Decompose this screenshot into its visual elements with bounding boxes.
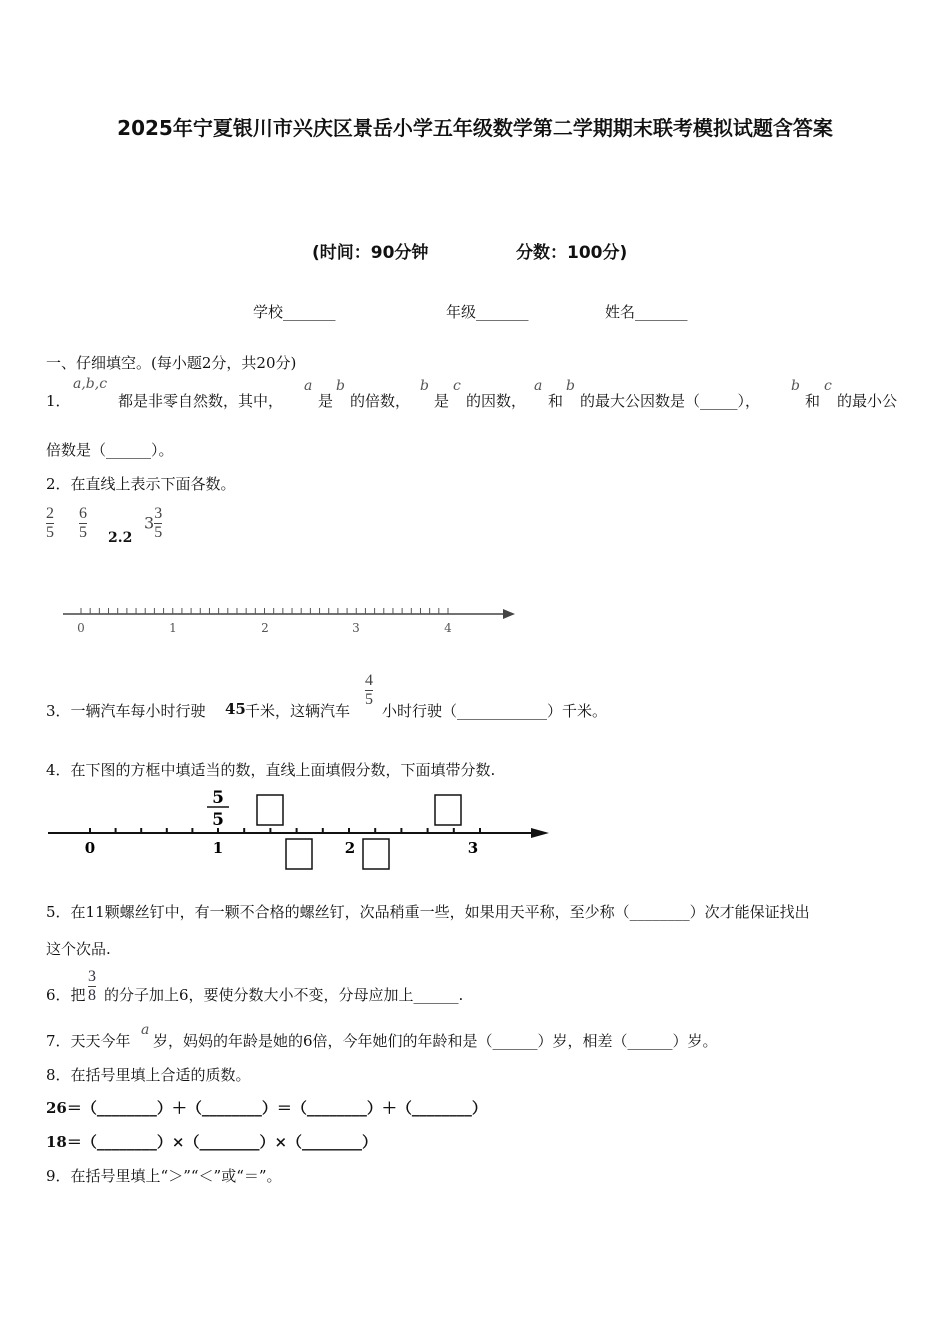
q1-text-4: 的因数，: [466, 392, 527, 410]
q1-text-7: 的最小公: [837, 392, 898, 410]
name-field: 姓名_______: [605, 303, 688, 321]
q2-mixed-number: 3 $\frac{3}{5}$: [144, 505, 163, 541]
q1-text-6: 的最大公因数是（_____），: [580, 392, 761, 410]
q1-var-a: a: [304, 378, 313, 394]
q4-fraction-denominator: 5: [212, 810, 224, 830]
q2-tick-label: 0: [77, 621, 85, 635]
time-limit: (时间：90分钟: [312, 243, 429, 263]
question-4: 4．在下图的方框中填适当的数，直线上面填假分数，下面填带分数.: [46, 761, 496, 779]
q1-var-b: b: [336, 378, 345, 394]
question-6: [46, 966, 646, 1011]
q1-text-1: 都是非零自然数，其中，: [118, 392, 284, 410]
q3-speed: 45: [225, 700, 246, 718]
q4-tick-label: 0: [84, 839, 96, 857]
q1-text-2: 是: [318, 392, 334, 410]
q1-var-b2: b: [420, 378, 429, 394]
q4-tick-label: 3: [467, 839, 479, 857]
q1-var-c: c: [453, 378, 461, 394]
q4-tick-label: 2: [344, 839, 356, 857]
answer-box-above-2: [435, 795, 461, 825]
answer-box-above-1: [257, 795, 283, 825]
question-5: 5．在11颗螺丝钉中，有一颗不合格的螺丝钉，次品稍重一些，如果用天平称，至少称（________）次才能保证找出: [46, 903, 810, 921]
q7-text-2: 岁，妈妈的年龄是她的6倍，今年她们的年龄和是（______）岁，相差（______）岁。: [153, 1032, 718, 1050]
q8-equation-2: 18＝（________）×（________）×（________）: [46, 1133, 378, 1151]
q2-tick-label: 1: [169, 621, 177, 635]
q5-line-2: 这个次品.: [46, 940, 111, 958]
q7-var-a: a: [141, 1022, 150, 1038]
q3-text-3: 小时行驶（____________）千米。: [382, 702, 608, 720]
q4-number-line: [45, 785, 560, 875]
q4-tick-label: 1: [212, 839, 224, 857]
q1-line-2: 倍数是（______）。: [46, 441, 174, 459]
q1-text-5b: 和: [805, 392, 821, 410]
q6-fraction: $\frac{3}{8}$: [88, 968, 96, 1004]
q1-var-b3: b: [566, 378, 575, 394]
answer-box-below-1: [286, 839, 312, 869]
question-2: 2．在直线上表示下面各数。: [46, 475, 236, 493]
q1-text-5: 和: [548, 392, 564, 410]
question-9: 9．在括号里填上“＞”“＜”或“＝”。: [46, 1167, 282, 1185]
q1-var-c2: c: [824, 378, 832, 394]
q2-tick-label: 2: [261, 621, 269, 635]
question-3: [46, 672, 746, 722]
q1-text-2b: 是: [434, 392, 450, 410]
q6-text-2: 的分子加上6，要使分数大小不变，分母应加上______.: [104, 986, 464, 1004]
q2-fraction-2: $\frac{6}{5}$: [79, 505, 87, 541]
q1-vars: a,b,c: [73, 376, 108, 392]
q3-text-1: 3．一辆汽车每小时行驶: [46, 702, 206, 720]
question-8: 8．在括号里填上合适的质数。: [46, 1066, 251, 1084]
question-1: [46, 376, 926, 416]
q8-equation-1: 26＝（________）＋（________）＝（________）＋（________）: [46, 1099, 487, 1117]
question-7: [46, 1022, 846, 1052]
q3-text-2: 千米，这辆汽车: [245, 702, 351, 720]
grade-field: 年级_______: [446, 303, 529, 321]
q2-decimal: 2.2: [108, 530, 133, 546]
q1-var-b4: b: [791, 378, 800, 394]
total-score: 分数：100分): [516, 243, 628, 263]
page-title: 2025年宁夏银川市兴庆区景岳小学五年级数学第二学期期末联考模拟试题含答案: [117, 116, 833, 140]
q1-var-a2: a: [534, 378, 543, 394]
q7-text-1: 7．天天今年: [46, 1032, 131, 1050]
section-heading: 一、仔细填空。(每小题2分，共20分): [46, 354, 297, 372]
q1-number: 1．: [46, 392, 71, 410]
answer-box-below-2: [363, 839, 389, 869]
q3-fraction: $\frac{4}{5}$: [365, 672, 373, 708]
q2-tick-label: 4: [444, 621, 452, 635]
q2-fraction-1: $\frac{2}{5}$: [46, 505, 54, 541]
q6-text-1: 6．把: [46, 986, 86, 1004]
q2-number-line: [55, 598, 525, 643]
school-field: 学校_______: [253, 303, 336, 321]
q1-text-3: 的倍数，: [350, 392, 411, 410]
q2-tick-label: 3: [352, 621, 360, 635]
q4-fraction-numerator: 5: [212, 788, 224, 808]
